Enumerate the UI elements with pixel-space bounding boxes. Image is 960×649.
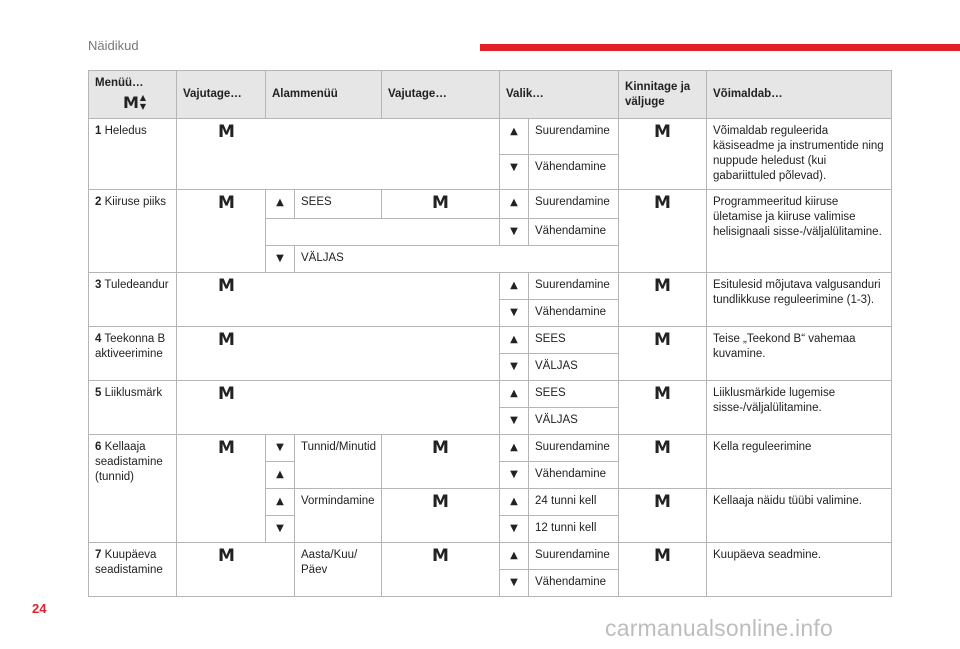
down-arrow-icon: ▼ [510, 577, 518, 588]
table-row: ▼ VÄLJAS [89, 408, 892, 435]
down-arrow-icon: ▼ [276, 442, 284, 453]
table-row: 5 Liiklusmärk M ▲ SEES M Liiklusmärkide lugemise sisse-/väljalülitamine. [89, 381, 892, 408]
m-button-icon: M [218, 193, 235, 213]
row-description: Võimaldab reguleerida käsiseadme ja instrumentide ning nuppude heledust (kui gabariittuled põlevad). [707, 119, 892, 190]
row-description: Teise „Teekond B“ vahemaa kuvamine. [707, 327, 892, 381]
column-header-menu [89, 71, 177, 119]
m-button-icon: M [218, 276, 235, 296]
row-description: Liiklusmärkide lugemise sisse-/väljalülitamine. [707, 381, 892, 435]
m-button-icon: M [432, 492, 449, 512]
row-description: Kella reguleerimine [707, 435, 892, 489]
m-button-icon: M [432, 546, 449, 566]
watermark: carmanualsonline.info [605, 615, 833, 641]
row-description: Kellaaja näidu tüübi valimine. [707, 489, 892, 543]
table-row: ▼ Vähendamine [89, 300, 892, 327]
table-row: ▲ Vormindamine M ▲ 24 tunni kell M Kellaaja näidu tüübi valimine. [89, 489, 892, 516]
table-row: 2 Kiiruse piiks M ▲ SEES M ▲ Suurendamine M Programmeeritud kiiruse ületamise ja kiiruse valimise helisignaali sisse-/väljalülitamine. [89, 190, 892, 219]
column-header-menu-label: Menüü… [95, 77, 144, 90]
down-arrow-icon: ▼ [276, 253, 284, 264]
m-button-icon: M [654, 330, 671, 350]
m-button-icon: M [432, 438, 449, 458]
column-header-choice: Valik… [500, 71, 619, 119]
table-row: ▼ ▼ 12 tunni kell [89, 516, 892, 543]
m-button-icon: M [432, 193, 449, 213]
row-label: Liiklusmärk [104, 387, 163, 399]
row-label: Kellaaja seadistamine (tunnid) [95, 441, 163, 483]
down-arrow-icon: ▼ [510, 161, 518, 173]
column-header-submenu: Alammenüü [266, 71, 382, 119]
up-arrow-icon: ▲ [510, 388, 518, 399]
up-arrow-icon: ▲ [510, 550, 518, 561]
m-button-icon: M [654, 193, 671, 213]
menu-scroll-icon: M ▲ ▼ [123, 92, 147, 112]
up-arrow-icon: ▲ [510, 126, 518, 137]
up-arrow-icon: ▲ [276, 197, 284, 208]
row-label: Heledus [104, 125, 147, 137]
row-description: Esitulesid mõjutava valgusanduri tundlikkuse reguleerimine (1-3). [707, 273, 892, 327]
down-arrow-icon: ▼ [510, 226, 518, 237]
table-row: ▼ VÄLJAS [89, 246, 892, 273]
m-button-icon: M [654, 492, 671, 512]
m-button-icon: M [654, 438, 671, 458]
row-description: Kuupäeva seadmine. [707, 543, 892, 597]
row-label: Teekonna B aktiveerimine [95, 333, 166, 360]
m-button-icon: M [654, 276, 671, 296]
row-label: Kiiruse piiks [104, 196, 166, 208]
column-header-press-2: Vajutage… [382, 71, 500, 119]
up-arrow-icon: ▲ [276, 469, 284, 480]
column-header-confirm: Kinnitage ja väljuge [619, 71, 707, 119]
table-row: 4 Teekonna B aktiveerimine M ▲ SEES M Teise „Teekond B“ vahemaa kuvamine. [89, 327, 892, 354]
row-label: Kuupäeva seadistamine [95, 549, 163, 576]
table-row: 3 Tuledeandur M ▲ Suurendamine M Esitulesid mõjutava valgusanduri tundlikkuse reguleerimine (1-3). [89, 273, 892, 300]
table-row: ▼ Vähendamine [89, 154, 892, 190]
up-arrow-icon: ▲ [510, 280, 518, 291]
down-arrow-icon: ▼ [510, 469, 518, 480]
table-row: ▼ VÄLJAS [89, 354, 892, 381]
table-row: ▼ Vähendamine [89, 570, 892, 597]
down-arrow-icon: ▼ [276, 523, 284, 534]
down-arrow-icon: ▼ [510, 415, 518, 426]
section-title: Näidikud [88, 38, 139, 53]
up-arrow-icon: ▲ [510, 442, 518, 453]
up-arrow-icon: ▲ [276, 496, 284, 507]
table-row: 7 Kuupäeva seadistamine M Aasta/Kuu/ Päev M ▲ Suurendamine M Kuupäeva seadmine. [89, 543, 892, 570]
column-header-allows: Võimaldab… [707, 71, 892, 119]
row-label: Tuledeandur [104, 279, 169, 291]
up-arrow-icon: ▲ [510, 197, 518, 208]
table-row: 6 Kellaaja seadistamine (tunnid) M ▼ Tunnid/Minutid M ▲ Suurendamine M Kella reguleerimine [89, 435, 892, 462]
m-button-icon: M [218, 438, 235, 458]
m-button-icon: M [218, 384, 235, 404]
m-button-icon: M [654, 384, 671, 404]
up-arrow-icon: ▲ [510, 496, 518, 507]
column-header-press: Vajutage… [177, 71, 266, 119]
header-accent-bar [480, 44, 960, 51]
m-button-icon: M [218, 330, 235, 350]
m-button-icon: M [654, 546, 671, 566]
menu-settings-table [88, 70, 892, 597]
table-row: ▼ Vähendamine [89, 219, 892, 246]
m-button-icon: M [654, 122, 671, 142]
table-header-row [89, 71, 892, 119]
m-button-icon: M [218, 122, 235, 142]
down-arrow-icon: ▼ [510, 361, 518, 372]
down-arrow-icon: ▼ [510, 307, 518, 318]
page-number: 24 [32, 601, 47, 616]
table-row: 1 Heledus M ▲ Suurendamine M Võimaldab reguleerida käsiseadme ja instrumentide ning nuppude heledust (kui gabariittuled põlevad). [89, 119, 892, 155]
up-arrow-icon: ▲ [510, 334, 518, 345]
row-description: Programmeeritud kiiruse ületamise ja kiiruse valimise helisignaali sisse-/väljalülitamine. [707, 190, 892, 273]
table-row: ▲ ▼ Vähendamine [89, 462, 892, 489]
down-arrow-icon: ▼ [510, 523, 518, 534]
m-button-icon: M [218, 546, 235, 566]
